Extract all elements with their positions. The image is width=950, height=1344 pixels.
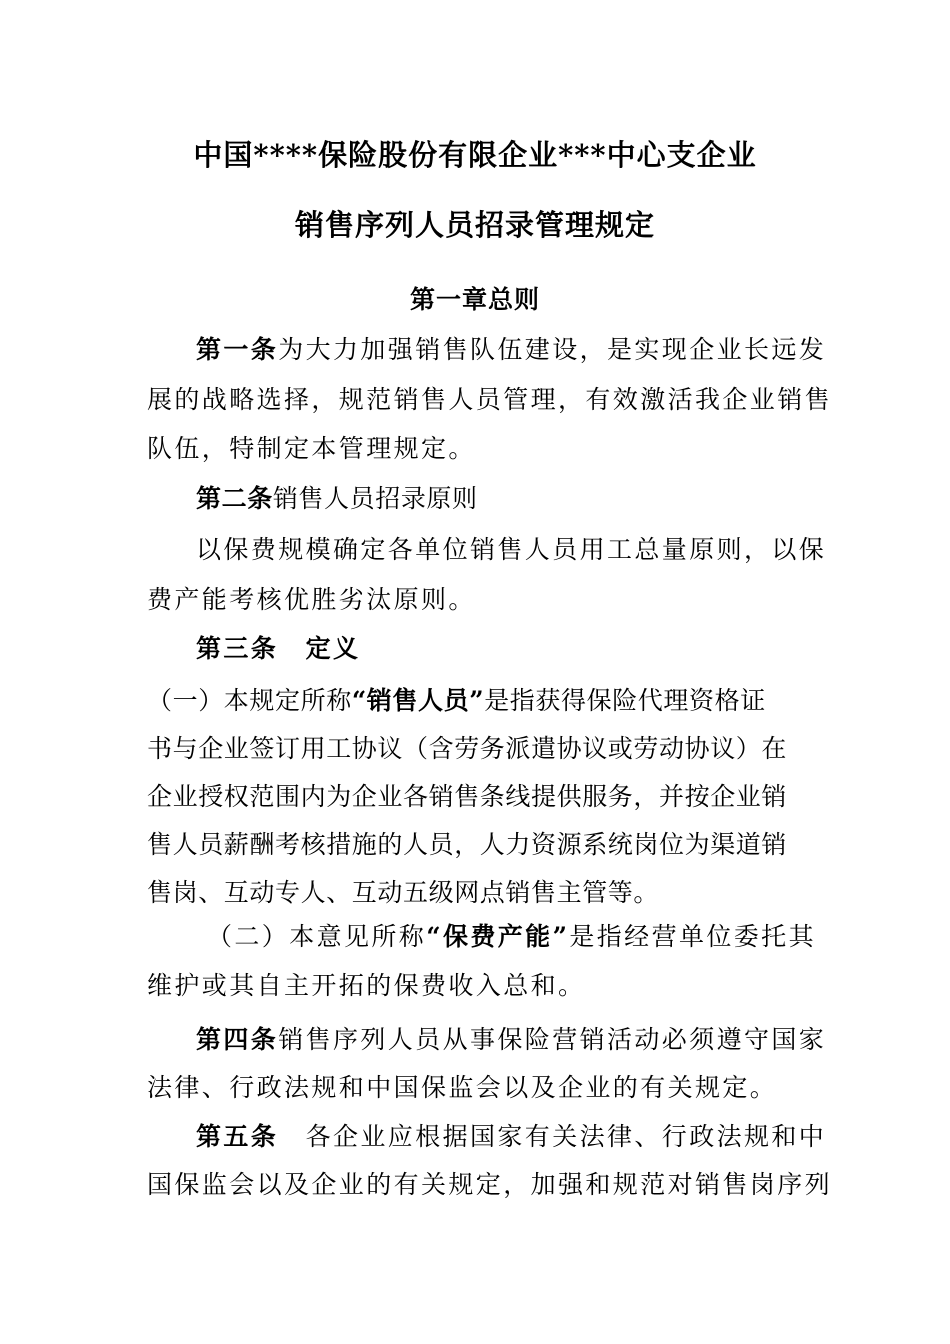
article-4-text: 销售序列人员从事保险营销活动必须遵守国家 bbox=[278, 1025, 827, 1054]
article-1-line-2: 展的战略选择，规范销售人员管理，有效激活我企业销售 bbox=[147, 385, 833, 414]
article-2-line-1: 以保费规模确定各单位销售人员用工总量原则，以保 bbox=[196, 535, 827, 564]
article-4-label: 第四条 bbox=[196, 1025, 279, 1054]
article-4-line-1 bbox=[196, 1020, 827, 1056]
article-2-line-2: 费产能考核优胜劣汰原则。 bbox=[147, 585, 476, 614]
article-1-text: 为大力加强销售队伍建设，是实现企业长远发 bbox=[278, 335, 827, 364]
article-3-item-1-line-3: 企业授权范围内为企业各销售条线提供服务，并按企业销 bbox=[147, 782, 788, 811]
article-3-item-2-prefix: （二）本意见所称 bbox=[207, 922, 427, 951]
article-3-item-1-line-5: 售岗、互动专人、互动五级网点销售主管等。 bbox=[147, 878, 660, 907]
article-3-label: 第三条 定义 bbox=[196, 634, 361, 663]
article-3-item-1-prefix: （一）本规定所称 bbox=[147, 686, 352, 715]
article-2-heading: 销售人员招录原则 bbox=[272, 484, 478, 513]
article-5-line-1 bbox=[196, 1117, 827, 1153]
article-5-label: 第五条 bbox=[196, 1122, 279, 1151]
chapter-heading: 第一章总则 bbox=[409, 285, 540, 314]
article-5-text: 各企业应根据国家有关法律、行政法规和中 bbox=[278, 1122, 827, 1151]
article-3-item-2-term: “保费产能” bbox=[426, 922, 570, 951]
document-title-line-1: 中国****保险股份有限企业***中心支企业 bbox=[193, 138, 757, 172]
article-4-line-2: 法律、行政法规和中国保监会以及企业的有关规定。 bbox=[147, 1073, 778, 1102]
article-1-line-3: 队伍，特制定本管理规定。 bbox=[147, 434, 476, 463]
article-3-item-1-rest: 是指获得保险代理资格证 bbox=[484, 686, 766, 715]
article-2-heading-line bbox=[196, 479, 807, 515]
article-3-item-1-term: “销售人员” bbox=[351, 686, 485, 715]
article-5-line-2: 国保监会以及企业的有关规定，加强和规范对销售岗序列 bbox=[147, 1170, 833, 1199]
article-3-item-2-rest: 是指经营单位委托其 bbox=[569, 922, 816, 951]
document-title-line-2: 销售序列人员招录管理规定 bbox=[294, 208, 655, 242]
article-2-label: 第二条 bbox=[196, 484, 273, 513]
article-3-item-2-line-1 bbox=[207, 917, 816, 953]
article-3-item-1-line-1 bbox=[147, 681, 807, 717]
article-1-line-1 bbox=[196, 330, 827, 366]
article-3-item-2-line-2: 维护或其自主开拓的保费收入总和。 bbox=[147, 971, 586, 1000]
article-1-label: 第一条 bbox=[196, 335, 279, 364]
article-3-item-1-line-4: 售人员薪酬考核措施的人员，人力资源系统岗位为渠道销 bbox=[147, 830, 788, 859]
article-3-item-1-line-2: 书与企业签订用工协议（含劳务派遣协议或劳动协议）在 bbox=[147, 734, 788, 763]
